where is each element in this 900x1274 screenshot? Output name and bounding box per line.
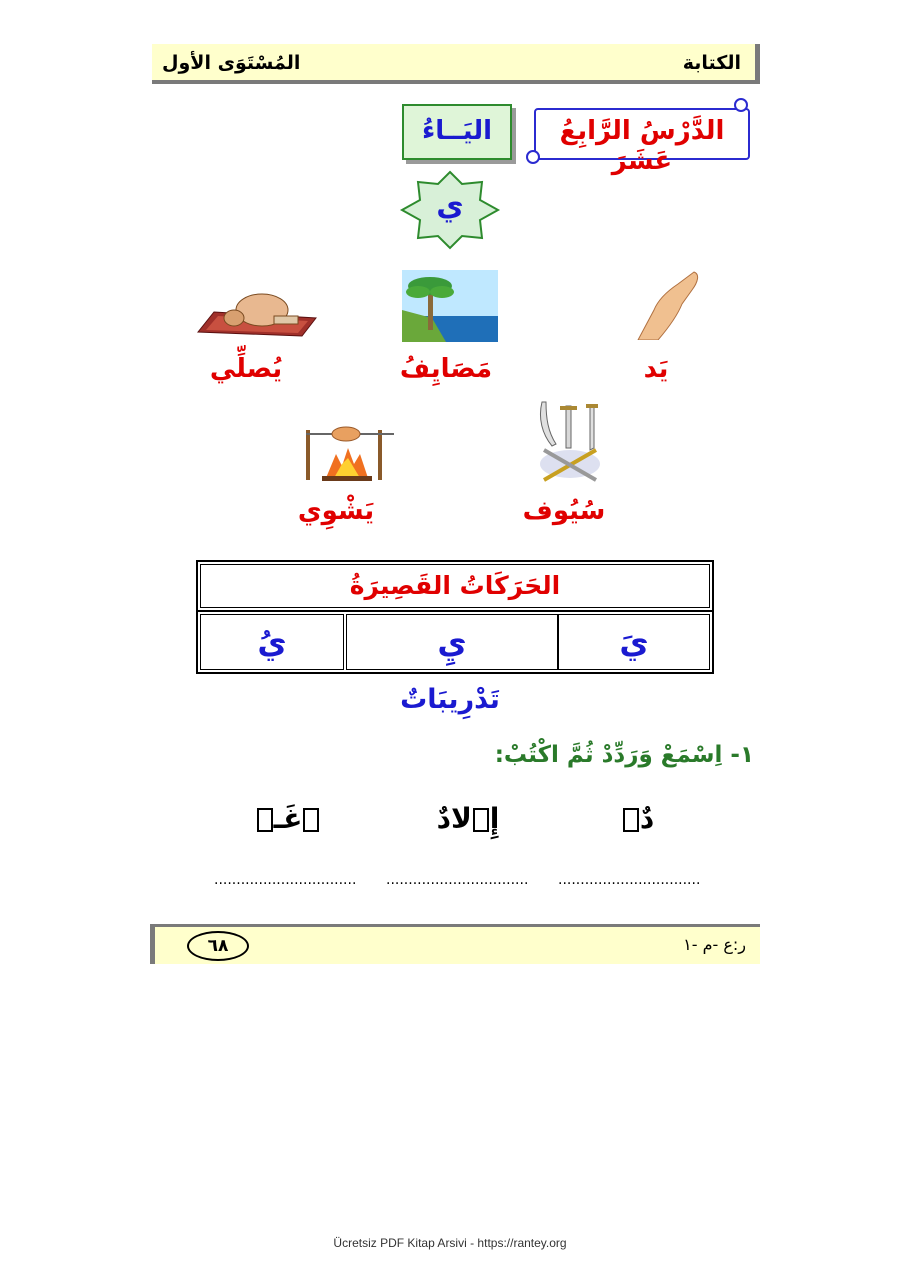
table-cell-kasra <box>346 614 558 670</box>
cell-letter: يِ <box>437 623 467 661</box>
exercise-word-3 <box>228 802 348 835</box>
roasting-fire-icon <box>302 424 398 482</box>
picture-word-pray: يُصلِّي <box>209 354 283 384</box>
letter-star <box>398 170 502 250</box>
picture-word-swords: سُيُوف <box>522 496 606 526</box>
lesson-title: الدَّرْسُ الرَّابِعُ عَشَرَ <box>559 116 725 176</box>
table-header <box>200 564 710 608</box>
picture-word-resorts: مَصَايِفُ <box>399 354 493 384</box>
blank-box[interactable] <box>257 808 273 832</box>
page-footer <box>150 924 760 964</box>
blank-box[interactable] <box>303 808 319 832</box>
letter-name-box <box>402 104 512 160</box>
page-number: ٦٨ <box>187 931 249 961</box>
table-cell-fatha <box>558 614 710 670</box>
table-row <box>198 610 712 674</box>
hand-icon <box>636 270 702 340</box>
writing-line-2[interactable]: ................................ <box>386 872 529 888</box>
footer-code: ر:ع -م -١ <box>683 935 746 954</box>
scroll-frame <box>534 108 750 176</box>
exercise-instruction: ١- اِسْمَعْ وَرَدِّدْ ثُمَّ اكْتُبْ: <box>494 742 754 768</box>
picture-word-grill: يَشْوِي <box>297 496 375 526</box>
word-part: لادٌ <box>436 802 472 835</box>
scroll-curl-icon <box>734 98 748 112</box>
cell-letter: يَ <box>619 623 649 661</box>
word-part: دٌ <box>639 802 655 835</box>
blank-box[interactable] <box>623 808 639 832</box>
cell-letter: يُ <box>257 623 287 661</box>
star-letter: ي <box>436 188 464 223</box>
short-vowels-table <box>196 560 714 674</box>
swords-icon <box>532 398 608 484</box>
exercises-title: تَدْرِيبَاتٌ <box>400 684 500 715</box>
picture-word-hand: يَد <box>643 354 669 384</box>
writing-line-1[interactable]: ................................ <box>558 872 701 888</box>
lesson-title-scroll <box>526 98 756 176</box>
header-subject: الكتابة <box>682 52 741 74</box>
writing-line-3[interactable]: ................................ <box>214 872 357 888</box>
table-title: الحَرَكَاتُ القَصِيرَةُ <box>349 571 561 600</box>
palm-beach-icon <box>402 270 498 342</box>
praying-person-icon <box>194 282 318 338</box>
exercise-word-2 <box>408 802 528 835</box>
scroll-curl-icon <box>526 150 540 164</box>
blank-box[interactable] <box>473 808 489 832</box>
watermark-text: Ücretsiz PDF Kitap Arsivi - https://rantey.org <box>333 1236 567 1250</box>
word-part: غَـ <box>273 802 303 835</box>
table-cell-damma <box>200 614 344 670</box>
page-header <box>152 44 760 84</box>
header-level: المُسْتَوَى الأول <box>162 52 301 74</box>
letter-name: اليَــاءُ <box>421 116 493 146</box>
exercise-word-1 <box>578 802 698 835</box>
word-part: إِ <box>489 802 500 835</box>
